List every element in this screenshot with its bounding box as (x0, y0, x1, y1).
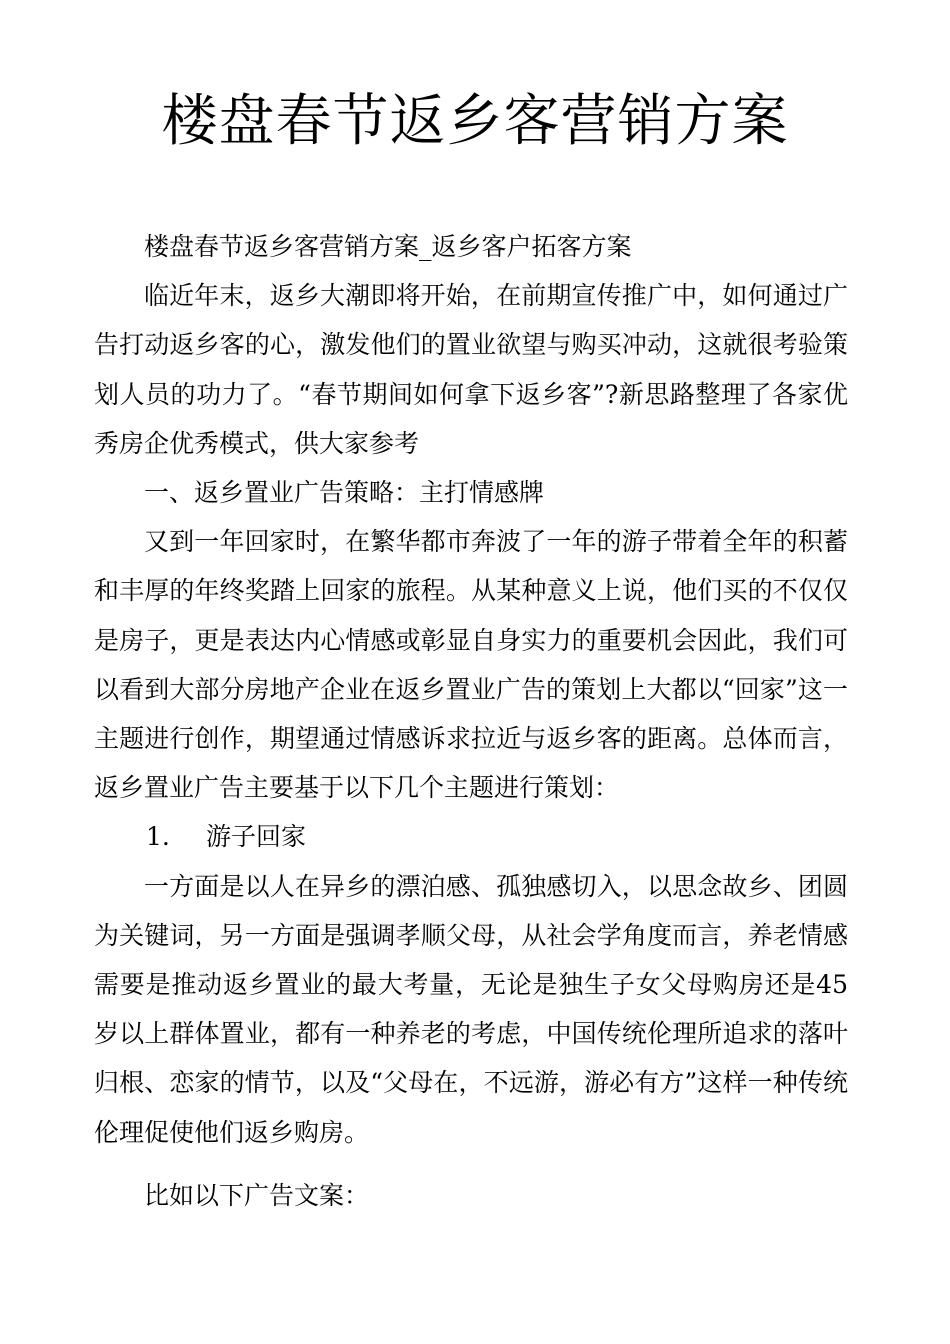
body-paragraph: 比如以下广告文案： (144, 1180, 370, 1210)
subtitle-paragraph: 楼盘春节返乡客营销方案_返乡客户拓客方案 (144, 232, 632, 261)
list-number: 1. (146, 822, 170, 852)
list-item-text: 游子回家 (206, 822, 307, 852)
document-title: 楼盘春节返乡客营销方案 (161, 89, 789, 154)
body-paragraph: 一方面是以人在异乡的漂泊感、孤独感切入，以思念故乡、团圆为关键词，另一方面是强调孝顺父母，从社会学角度而言，养老情感需要是推动返乡置业的最大考量，无论是独生子女父母购房还是45岁以上群体置业，都有一种养老的考虑，中国传统伦理所追求的落叶归根、恋家的情节，以及“父母在，不远游，游必有方”这样一种传统伦理促使他们返乡购房。 (94, 871, 848, 1147)
section-heading: 一、返乡置业广告策略：主打情感牌 (144, 478, 545, 508)
numbered-list-item (94, 812, 848, 861)
document-body (94, 222, 848, 1220)
intro-paragraph: 临近年末，返乡大潮即将开始，在前期宣传推广中，如何通过广告打动返乡客的心，激发他们的置业欲望与购买冲动，这就很考验策划人员的功力了。“春节期间如何拿下返乡客”?新思路整理了各家优秀房企优秀模式，供大家参考 (94, 281, 848, 458)
body-paragraph: 又到一年回家时，在繁华都市奔波了一年的游子带着全年的积蓄和丰厚的年终奖踏上回家的旅程。从某种意义上说，他们买的不仅仅是房子，更是表达内心情感或彰显自身实力的重要机会因此，我们可以看到大部分房地产企业在返乡置业广告的策划上大都以“回家”这一主题进行创作，期望通过情感诉求拉近与返乡客的距离。总体而言，返乡置业广告主要基于以下几个主题进行策划： (94, 527, 848, 803)
